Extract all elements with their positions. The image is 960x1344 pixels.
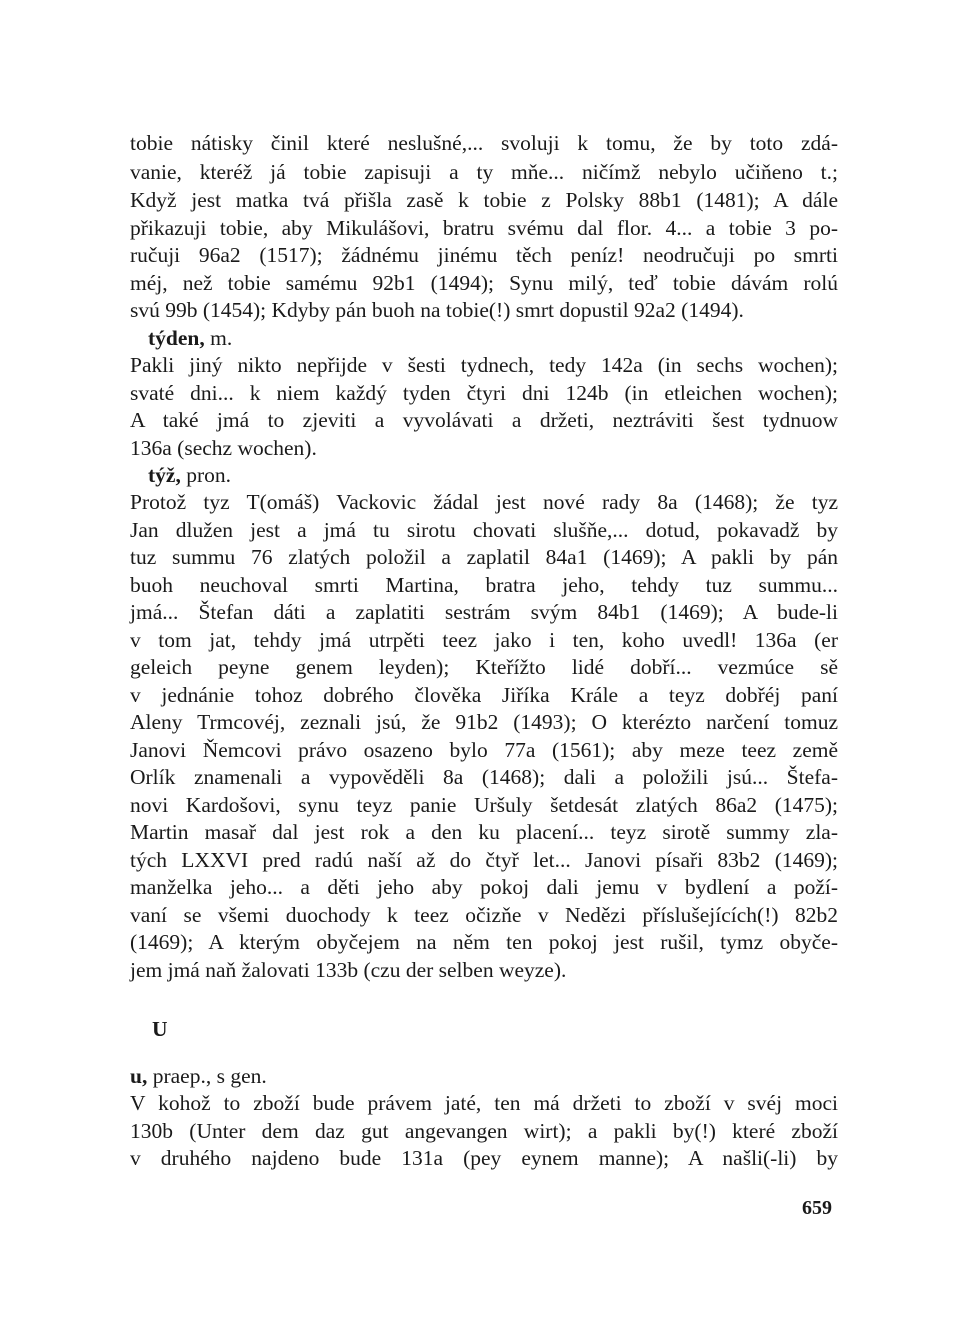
entry-headword-line [148, 324, 232, 352]
text-line: v jednánie tohoz dobrého člověka Jiříka Krále a teyz dobřéj paní [130, 683, 838, 707]
text-line: Pakli jiný nikto nepřijde v šesti tydnech, tedy 142a (in sechs wochen); [130, 353, 838, 377]
entry-pos: m. [210, 326, 233, 350]
text-line: tobie nátisky činil které neslušné,... svoluji k tomu, že by toto zdá- [130, 131, 838, 155]
text-line: v tom jat, tehdy jmá utrpěti teez jako i ten, koho uvedl! 136a (er [130, 628, 838, 652]
text-line: ručuji 96a2 (1517); žádnému jinému těch peníz! neodručuji po smrti [130, 243, 838, 267]
text-line: 136a (sechz wochen). [130, 436, 317, 460]
entry-headword: týden, [148, 326, 205, 350]
text-line: V kohož to zboží bude právem jaté, ten má držeti to zboží v svéj moci [130, 1091, 838, 1115]
entry-headword-line [148, 461, 231, 489]
text-line: svú 99b (1454); Kdyby pán buoh na tobie(!) smrt dopustil 92a2 (1494). [130, 298, 744, 322]
text-line: buoh neuchoval smrti Martina, bratra jeho, tehdy tuz summu... [130, 573, 838, 597]
text-line: A také jmá to zjeviti a vyvolávati a držeti, neztráviti šest tydnuow [130, 408, 838, 432]
text-line: novi Kardošovi, synu teyz panie Uršuly šetdesát zlatých 86a2 (1475); [130, 793, 838, 817]
text-line: jem jmá naň žalovati 133b (czu der selben weyze). [130, 958, 567, 982]
text-line: vaní se všemi duochody k teez očizňe v Nedězi příslušejících(!) 82b2 [130, 903, 838, 927]
entry-headword: týž, [148, 463, 181, 487]
text-line: méj, než tobie samému 92b1 (1494); Synu milý, teď tobie dávám rolú [130, 271, 838, 295]
text-line: Když jest matka tvá přišla zasě k tobie z Polsky 88b1 (1481); A dále [130, 188, 838, 212]
section-letter: U [152, 1017, 168, 1041]
text-line: Protož tyz T(omáš) Vackovic žádal jest nové rady 8a (1468); že tyz [130, 490, 838, 514]
entry-grammar: praep., s gen. [152, 1064, 267, 1088]
text-line: Martin masař dal jest rok a den ku placení... teyz sirotě summy zla- [130, 820, 838, 844]
entry-headword-line [130, 1062, 267, 1090]
text-line: přikazuji tobie, aby Mikulášovi, bratru svému dal flor. 4... a tobie 3 po- [130, 216, 838, 240]
text-line: tuz summu 76 zlatých položil a zaplatil 84a1 (1469); A pakli by pán [130, 545, 838, 569]
text-line: Orlík znamenali a vypověděli 8a (1468); dali a položili jsú... Štefa- [130, 765, 838, 789]
text-line: 130b (Unter dem daz gut angevangen wirt); a pakli by(!) které zboží [130, 1119, 838, 1143]
text-line: tých LXXVI pred radú naší až do čtyř let... Janovi písaři 83b2 (1469); [130, 848, 838, 872]
text-line: vanie, kteréž já tobie zapisuji a ty mňe... ničímž nebylo učiňeno t.; [130, 160, 838, 184]
text-line: Janovi Ňemcovi právo osazeno bylo 77a (1561); aby meze teez země [130, 738, 838, 762]
text-line: Aleny Trmcovéj, zeznali jsú, že 91b2 (1493); O kterézto narčení tomuz [130, 710, 838, 734]
text-line: v druhého najdeno bude 131a (pey eynem manne); A našli(-li) by [130, 1146, 838, 1170]
page-number: 659 [802, 1197, 832, 1219]
text-line: svaté dni... k niem každý tyden čtyri dni 124b (in etleichen wochen); [130, 381, 838, 405]
text-line: Jan dlužen jest a jmá tu sirotu chovati slušňe,... dotud, pokavadž by [130, 518, 838, 542]
text-line: manželka jeho... a děti jeho aby pokoj dali jemu v bydlení a poží- [130, 875, 838, 899]
text-line: (1469); A kterým obyčejem na něm ten pokoj jest rušil, tymz obyče- [130, 930, 838, 954]
text-line: geleich peyne genem leyden); Kteřížto lidé dobří... vezmúce sě [130, 655, 838, 679]
entry-headword: u, [130, 1064, 148, 1088]
entry-pos: pron. [186, 463, 231, 487]
text-line: jmá... Štefan dáti a zaplatiti sestrám svým 84b1 (1469); A bude-li [130, 600, 838, 624]
